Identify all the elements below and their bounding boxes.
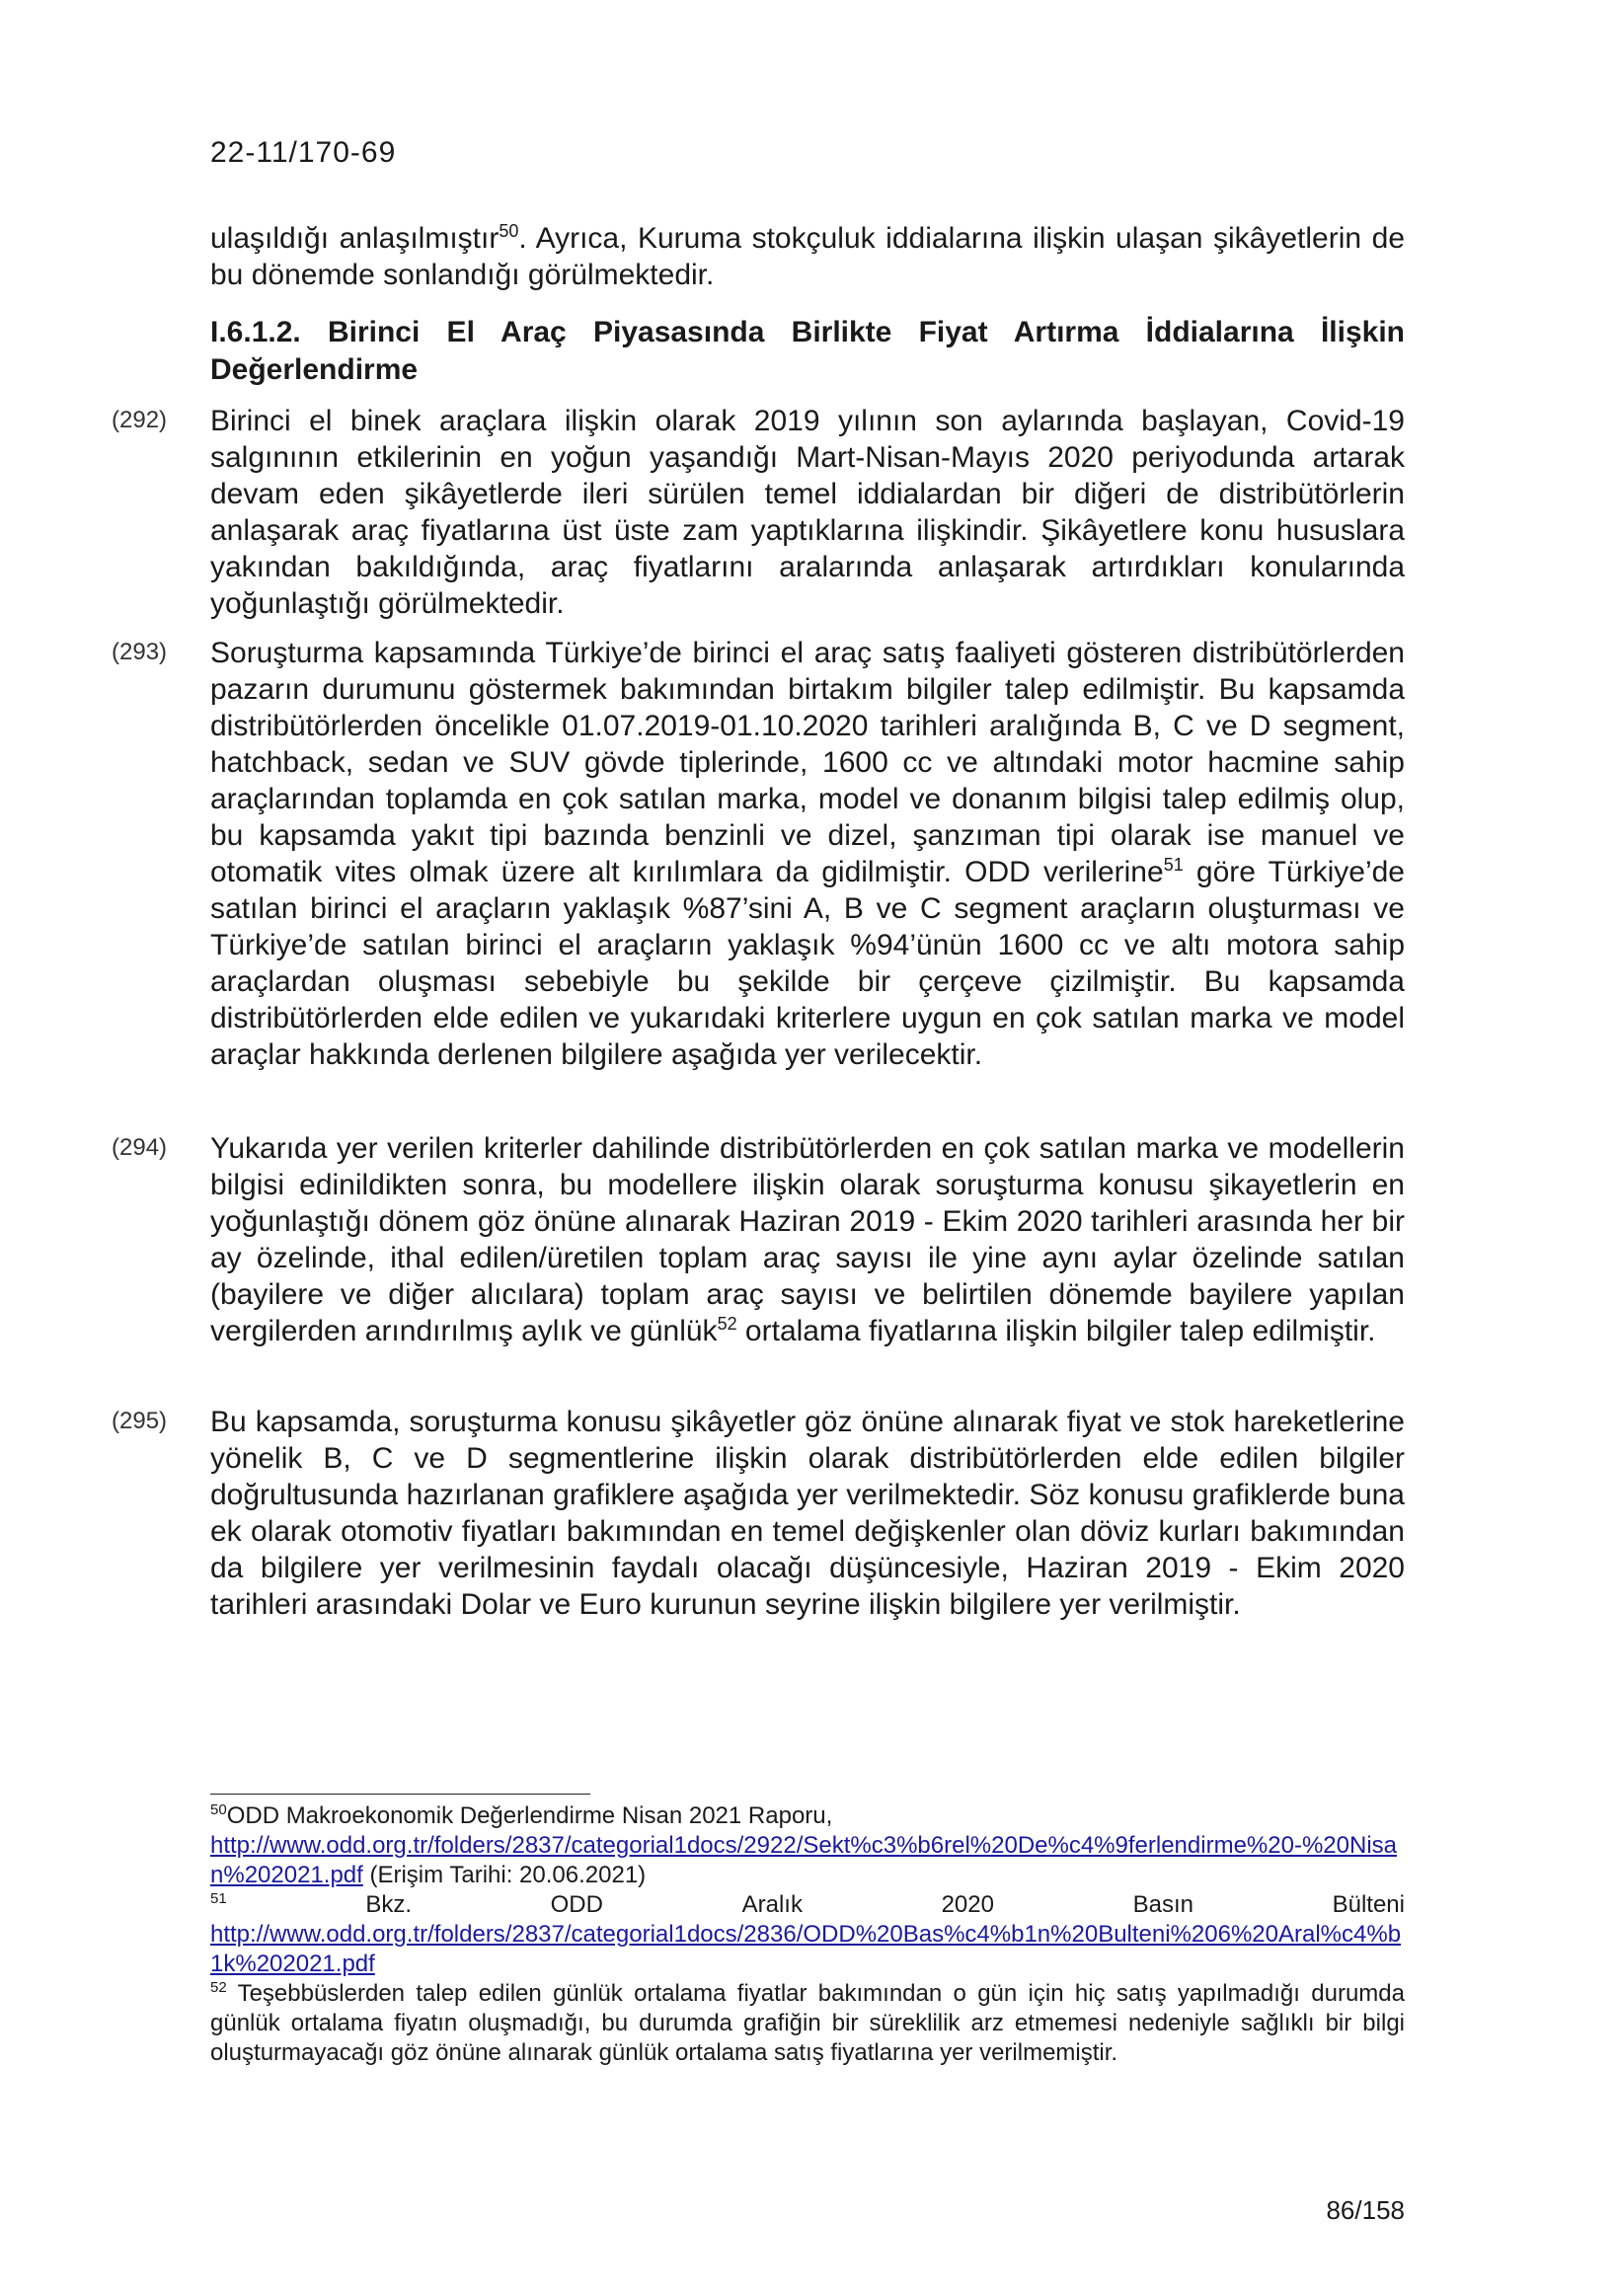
footnote-separator bbox=[210, 1794, 590, 1795]
document-number: 22-11/170-69 bbox=[210, 136, 397, 169]
footnotes bbox=[210, 1801, 1405, 2068]
section-heading: I.6.1.2. Birinci El Araç Piyasasında Birlikte Fiyat Artırma İddialarına İlişkin Değerlendirme bbox=[210, 316, 1405, 386]
paragraph-text bbox=[210, 1130, 1405, 1349]
footnote-word: 2020 bbox=[941, 1891, 994, 1918]
footnote-word-group bbox=[210, 1890, 227, 1920]
intro-text-start: ulaşıldığı anlaşılmıştır bbox=[210, 222, 500, 255]
paragraph-number: (294) bbox=[112, 1134, 168, 1161]
footnote-marker: 51 bbox=[210, 1890, 227, 1907]
footnote-text: ODD Makroekonomik Değerlendirme Nisan 2021 Raporu, bbox=[226, 1802, 833, 1829]
footnote-word: Bkz. bbox=[365, 1891, 412, 1918]
footnote-text: Teşebbüslerden talep edilen günlük ortalama fiyatlar bakımından o gün için hiç satış yapılmadığı durumda günlük ortalama fiyatın oluşmadığı, bu durumda grafiğin bir süreklilik arz etmemesi nedeniyle sağlıklı bir bilgi oluşturmayacağı göz önüne alınarak günlük ortalama satış fiyatlarına yer verilmemiştir. bbox=[210, 1980, 1405, 2066]
footnote-link[interactable]: http://www.odd.org.tr/folders/2837/categorial1docs/2836/ODD%20Bas%c4%b1n%20Bulteni%206%20Aral%c4%b1k%202021.pdf bbox=[210, 1921, 1402, 1977]
footnote-ref-52[interactable]: 52 bbox=[717, 1314, 737, 1334]
footnote-51-first-line bbox=[210, 1890, 1405, 1920]
footnote-word: Bülteni bbox=[1332, 1891, 1405, 1918]
page-number: 86/158 bbox=[1326, 2195, 1405, 2225]
footnote-51 bbox=[210, 1890, 1405, 1979]
footnote-ref-51[interactable]: 51 bbox=[1163, 855, 1184, 875]
footnote-word: Basın bbox=[1132, 1891, 1193, 1918]
footnote-ref-50[interactable]: 50 bbox=[499, 221, 519, 241]
paragraph-text-end: ortalama fiyatlarına ilişkin bilgiler talep edilmiştir. bbox=[736, 1315, 1376, 1347]
footnote-50 bbox=[210, 1801, 1405, 1890]
paragraph-text-start: Yukarıda yer verilen kriterler dahilinde distribütörlerden en çok satılan marka ve modellerin bilgisi edinildikten sonra, bu modellere ilişkin olarak soruşturma konusu şikayetlerin en yoğunlaştığı dönem göz önüne alınarak Haziran 2019 - Ekim 2020 tarihleri arasında her bir ay özelinde, ithal edilen/üretilen toplam araç sayısı ile yine aynı aylar özelinde satılan (bayilere ve diğer alıcılara) toplam araç sayısı ve belirtilen dönemde bayilere yapılan vergilerden arındırılmış aylık ve günlük bbox=[210, 1132, 1405, 1347]
paragraph-number: (293) bbox=[112, 639, 168, 665]
paragraph-number: (295) bbox=[112, 1408, 168, 1434]
footnote-link[interactable]: http://www.odd.org.tr/folders/2837/categorial1docs/2922/Sekt%c3%b6rel%20De%c4%9ferlendirme%20-%20Nisan%202021.pdf bbox=[210, 1832, 1397, 1888]
paragraph-text-end: göre Türkiye’de satılan birinci el araçların yaklaşık %87’sini A, B ve C segment araçların oluşturması ve Türkiye’de satılan birinci el araçların yaklaşık %94’ünün 1600 cc ve altı motora sahip araçlardan oluşması sebebiyle bu şekilde bir çerçeve çizilmiştir. Bu kapsamda distribütörlerden elde edilen ve yukarıdaki kriterlere uygun en çok satılan marka ve model araçlar hakkında derlenen bilgilere aşağıda yer verilecektir. bbox=[210, 856, 1405, 1071]
footnote-52 bbox=[210, 1979, 1405, 2068]
paragraph-text-start: Soruşturma kapsamında Türkiye’de birinci el araç satış faaliyeti gösteren distribütörlerden pazarın durumunu göstermek bakımından birtakım bilgiler talep edilmiştir. Bu kapsamda distribütörlerden öncelikle 01.07.2019-01.10.2020 tarihleri aralığında B, C ve D segment, hatchback, sedan ve SUV gövde tiplerinde, 1600 cc ve altındaki motor hacmine sahip araçlarından toplamda en çok satılan marka, model ve donanım bilgisi talep edilmiş olup, bu kapsamda yakıt tipi bazında benzinli ve dizel, şanzıman tipi olarak ise manuel ve otomatik vites olmak üzere alt kırılımlara da gidilmiştir. ODD verilerine bbox=[210, 637, 1405, 888]
paragraph-text: Bu kapsamda, soruşturma konusu şikâyetler göz önüne alınarak fiyat ve stok hareketlerine yönelik B, C ve D segmentlerine ilişkin olarak distribütörlerden elde edilen bilgiler doğrultusunda hazırlanan grafiklere aşağıda yer verilmektedir. Söz konusu grafiklerde buna ek olarak otomotiv fiyatları bakımından en temel değişkenler olan döviz kurları bakımından da bilgilere yer verilmesinin faydalı olacağı düşüncesiyle, Haziran 2019 - Ekim 2020 tarihleri arasındaki Dolar ve Euro kurunun seyrine ilişkin bilgilere yer verilmiştir. bbox=[210, 1406, 1405, 1621]
footnote-access-date: (Erişim Tarihi: 20.06.2021) bbox=[362, 1862, 647, 1888]
footnote-marker: 52 bbox=[210, 1979, 227, 1996]
footnote-word: Aralık bbox=[741, 1891, 803, 1918]
paragraph-text: Birinci el binek araçlara ilişkin olarak 2019 yılının son aylarında başlayan, Covid-19 salgınının etkilerinin en yoğun yaşandığı Mart-Nisan-Mayıs 2020 periyodunda artarak devam eden şikâyetlerde ileri sürülen temel iddialardan bir diğeri de distribütörlerin anlaşarak araç fiyatlarına üst üste zam yaptıklarına ilişkindir. Şikâyetlere konu hususlara yakından bakıldığında, araç fiyatlarını aralarında anlaşarak artırdıkları konularında yoğunlaştığı görülmektedir. bbox=[210, 405, 1405, 620]
intro-text-end: . Ayrıca, Kuruma stokçuluk iddialarına ilişkin ulaşan şikâyetlerin de bu dönemde sonlandığı görülmektedir. bbox=[210, 222, 1405, 291]
footnote-word: ODD bbox=[550, 1891, 603, 1918]
footnote-marker: 50 bbox=[210, 1801, 227, 1818]
intro-paragraph bbox=[210, 220, 1405, 293]
paragraph-text bbox=[210, 635, 1405, 1073]
paragraph-number: (292) bbox=[112, 407, 168, 433]
